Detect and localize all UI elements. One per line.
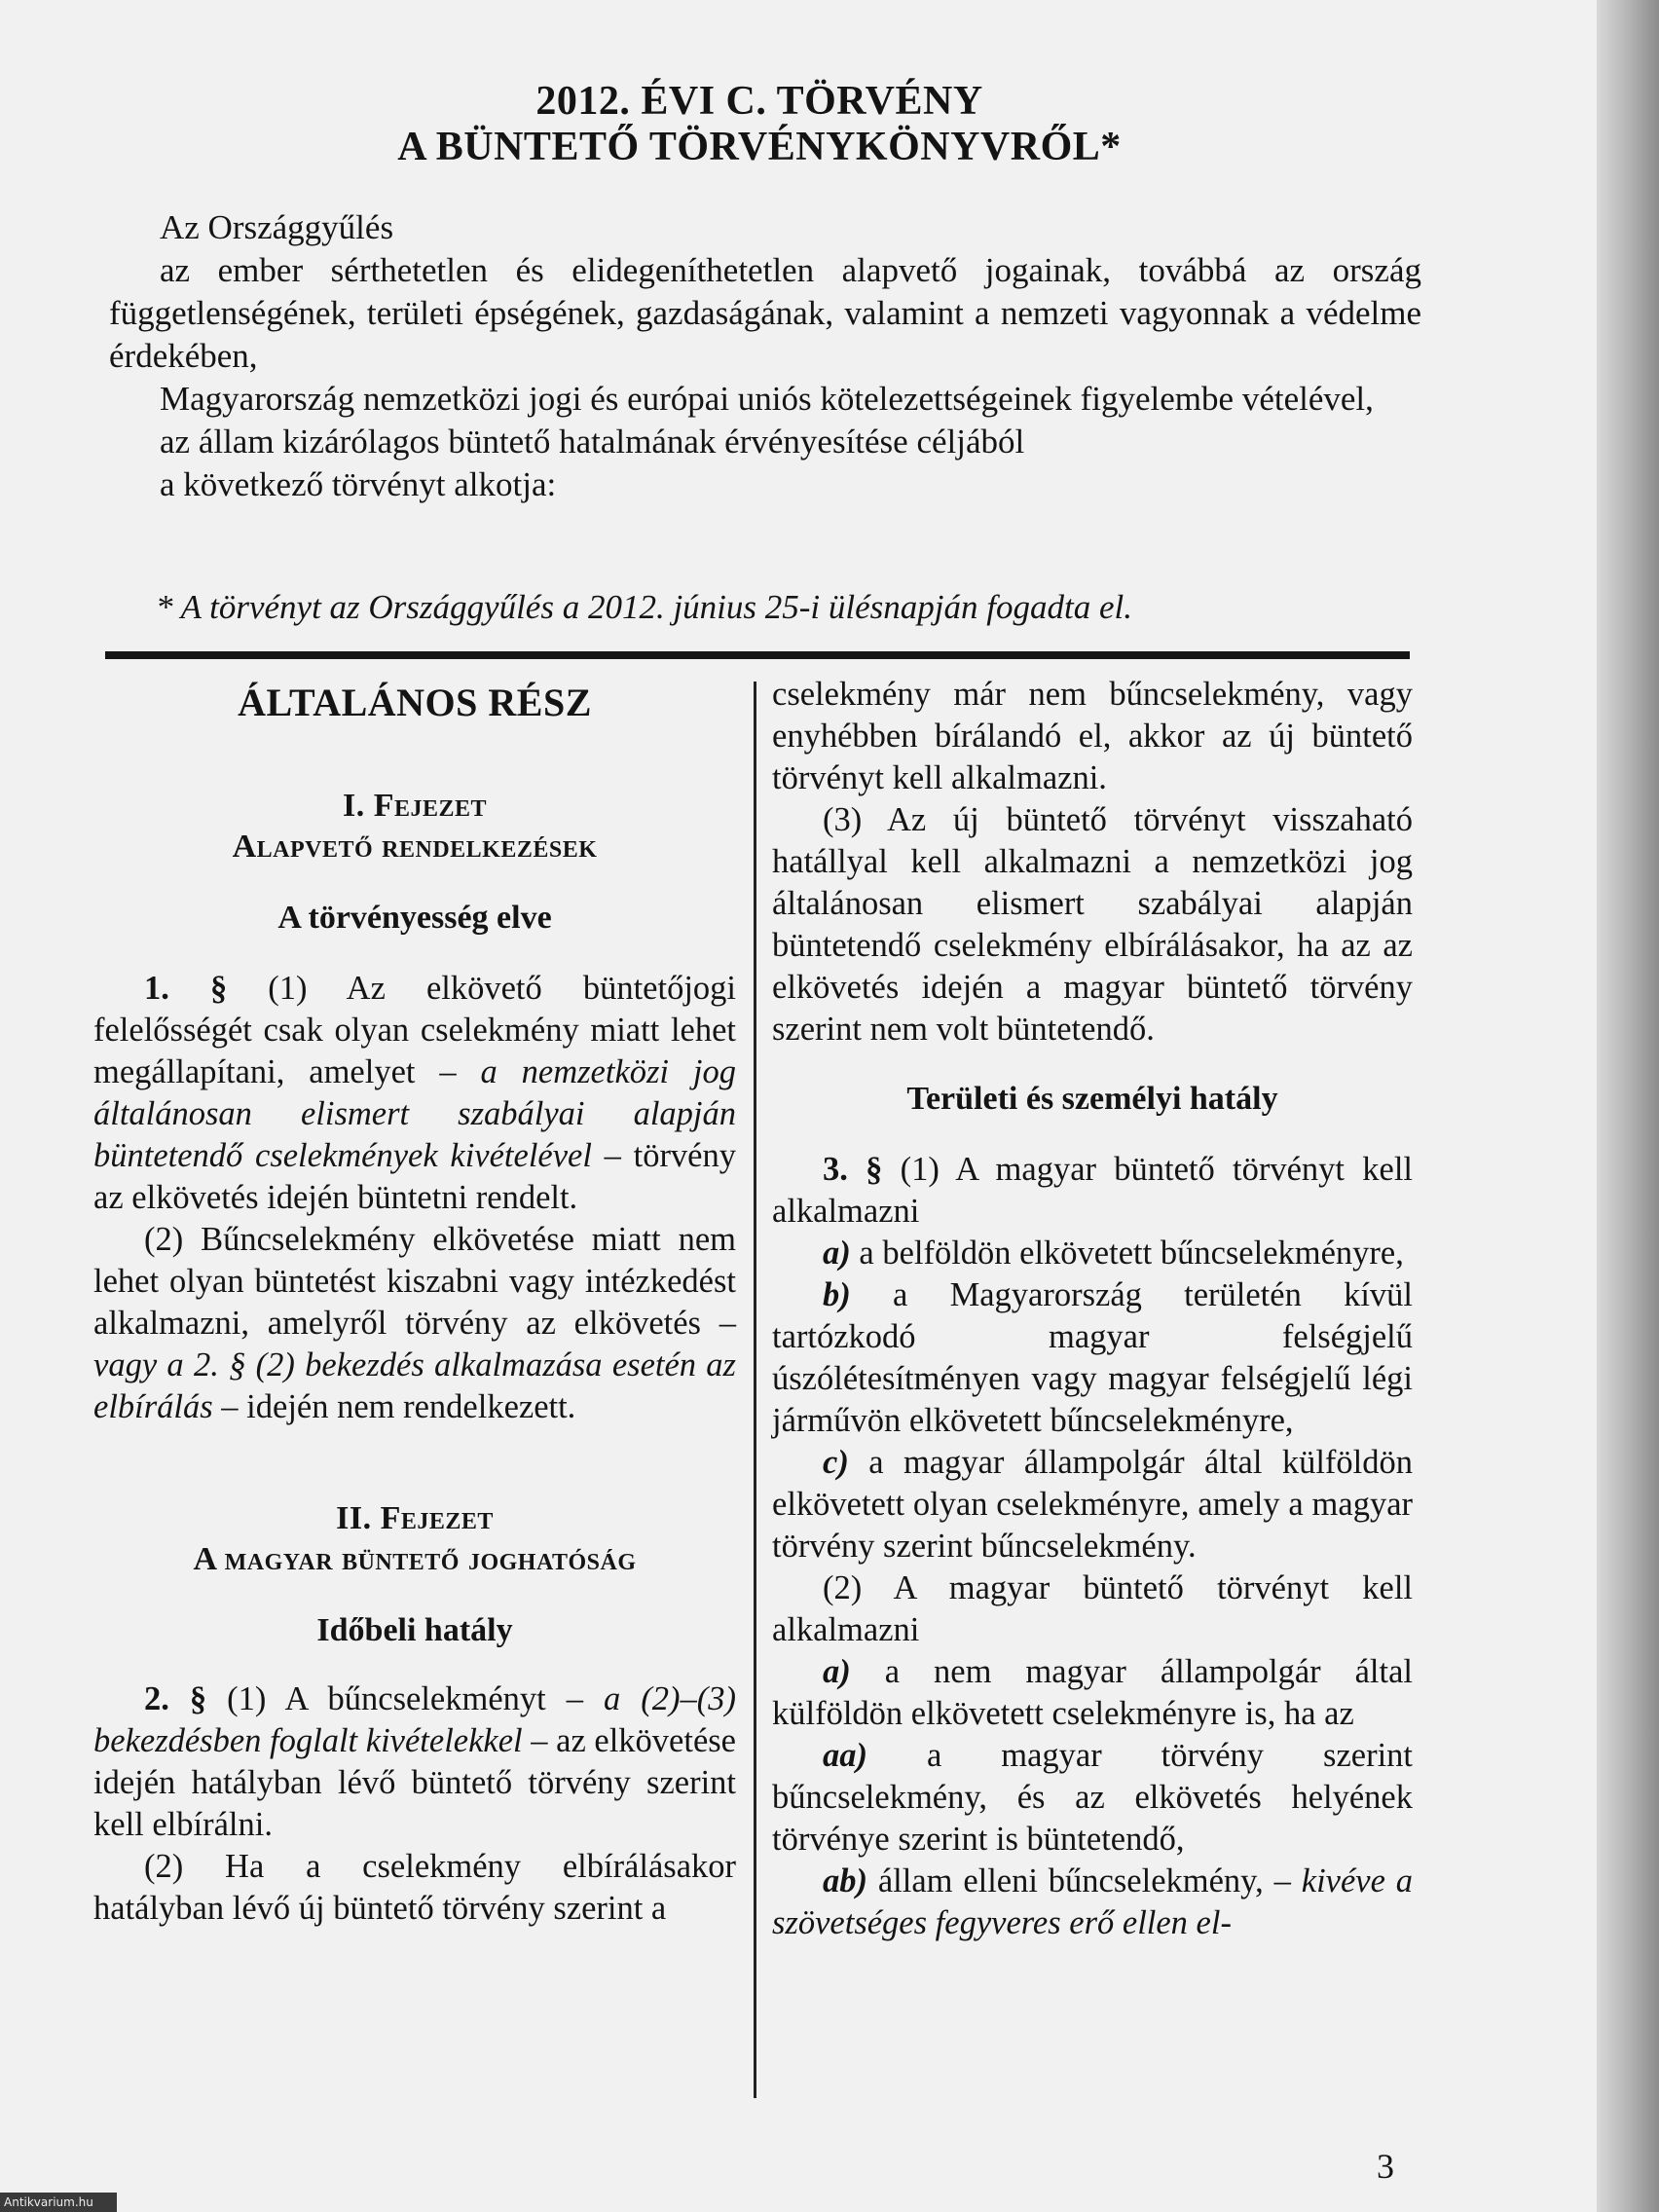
chapter-title-text: Alapvető rendelkezések	[232, 829, 598, 865]
right-column	[772, 674, 1413, 1944]
text-run: a Magyarország területén kívül tartózkodó magyar felségjelű úszólétesítményen vagy magyar felségjelű légi járművön elkövetett bűncselekményre,	[772, 1276, 1413, 1439]
page-number: 3	[1377, 2147, 1394, 2186]
text-run: (1) Az elkövető büntetőjogi felelősségét csak olyan cselekmény miatt lehet megállapítani, amelyet –	[93, 970, 736, 1090]
preamble-line: Az Országgyűlés	[160, 208, 394, 246]
continued-paragraph: cselekmény már nem bűncselekmény, vagy enyhébben bírálandó el, akkor az új büntető törvényt kell alkalmazni.	[772, 676, 1413, 796]
preamble-line: a következő törvényt alkotja:	[160, 465, 557, 503]
point-a2	[772, 1651, 1413, 1735]
watermark: Antikvarium.hu	[0, 2193, 117, 2212]
text-run: – törvény az elkövetés idején büntetni rendelt.	[93, 1137, 736, 1216]
section-number: 1. §	[144, 970, 228, 1007]
chapter-number	[93, 786, 736, 827]
preamble-line: az állam kizárólagos büntető hatalmának érvényesítése céljából	[160, 423, 1025, 461]
paragraph-2-1	[93, 1678, 736, 1846]
law-subtitle: A BÜNTETŐ TÖRVÉNYKÖNYVRŐL*	[397, 125, 1122, 169]
chapter-title-text: A magyar büntető joghatóság	[193, 1541, 637, 1577]
part-heading: ÁLTALÁNOS RÉSZ	[238, 681, 592, 724]
point-label: a)	[823, 1653, 851, 1690]
horizontal-rule	[105, 651, 1410, 659]
point-b	[772, 1274, 1413, 1442]
paragraph-2-2: (2) Ha a cselekmény elbírálásakor hatályban lévő új büntető törvény szerint a	[93, 1848, 736, 1927]
italic-run: kivéve a szövetséges fegyveres erő ellen el-	[772, 1862, 1413, 1941]
section-number: 2. §	[144, 1680, 207, 1717]
point-label: c)	[823, 1444, 849, 1481]
point-a	[772, 1233, 1413, 1274]
text-run: (1) A bűncselekményt –	[206, 1680, 605, 1717]
point-aa	[772, 1735, 1413, 1861]
section-heading: Területi és személyi hatály	[906, 1081, 1278, 1117]
chapter-number-text: II. Fejezet	[336, 1500, 494, 1536]
preamble	[109, 206, 1421, 506]
italic-run: a nemzetközi jog általánosan elismert szabályai alapján büntetendő cselekmények kivételével	[93, 1053, 736, 1174]
column-divider	[754, 682, 756, 2098]
paragraph-1-1	[93, 968, 736, 1219]
left-column	[93, 674, 736, 1930]
text-run: állam elleni bűncselekmény, –	[867, 1862, 1302, 1899]
text-run: (2) Bűncselekmény elkövetése miatt nem lehet olyan büntetést kiszabni vagy intézkedést alkalmazni, amelyről törvény az elkövetés –	[93, 1221, 736, 1342]
chapter-title	[93, 1539, 736, 1580]
text-run: a magyar törvény szerint bűncselekmény, és az elkövetés helyének törvénye szerint is büntetendő,	[772, 1737, 1413, 1858]
point-c	[772, 1442, 1413, 1567]
text-run: a magyar állampolgár által külföldön elkövetett olyan cselekményre, amely a magyar törvény szerint bűncselekmény.	[772, 1444, 1413, 1565]
point-label: ab)	[823, 1862, 867, 1899]
text-run: – idején nem rendelkezett.	[212, 1388, 576, 1425]
law-title: 2012. ÉVI C. TÖRVÉNY	[535, 79, 983, 124]
text-run: a belföldön elkövetett bűncselekményre,	[850, 1235, 1404, 1272]
paragraph-3-1	[772, 1149, 1413, 1233]
chapter-number-text: I. Fejezet	[342, 788, 488, 824]
point-ab	[772, 1861, 1413, 1944]
section-heading: Időbeli hatály	[316, 1612, 513, 1648]
text-run: a nem magyar állampolgár által külföldön elkövetett cselekményre is, ha az	[772, 1653, 1413, 1732]
preamble-paragraph: Magyarország nemzetközi jogi és európai uniós kötelezettségeinek figyelembe vételével,	[160, 380, 1374, 418]
italic-run: a (2)–(3) bekezdésben foglalt kivételekkel	[93, 1680, 736, 1759]
text-run: (1) A magyar büntető törvényt kell alkalmazni	[772, 1151, 1413, 1230]
section-heading: A törvényesség elve	[277, 900, 552, 936]
section-number: 3. §	[823, 1151, 883, 1188]
preamble-paragraph: az ember sérthetetlen és elidegeníthetetlen alapvető jogainak, továbbá az ország függetlenségének, területi épségének, gazdaságának, valamint a nemzeti vagyonnak a védelme érdekében,	[109, 251, 1421, 375]
text-run: – az elkövetése idején hatályban lévő büntető törvény szerint kell elbírálni.	[93, 1722, 736, 1843]
paragraph-2-3: (3) Az új büntető törvényt visszaható hatállyal kell alkalmazni a nemzetközi jog általánosan elismert szabályai alapján büntetendő cselekmény elbírálásakor, ha az az elkövetés idején a magyar büntető törvény szerint nem volt büntetendő.	[772, 801, 1413, 1048]
point-label: aa)	[823, 1737, 867, 1774]
chapter-number	[93, 1498, 736, 1539]
point-label: a)	[823, 1235, 851, 1272]
page-edge	[1597, 0, 1659, 2212]
chapter-title	[93, 827, 736, 867]
italic-run: vagy a 2. § (2) bekezdés alkalmazása esetén az elbírálás	[93, 1346, 736, 1425]
point-label: b)	[823, 1276, 851, 1313]
paragraph-3-2: (2) A magyar büntető törvényt kell alkalmazni	[772, 1569, 1413, 1648]
footnote: * A törvényt az Országgyűlés a 2012. június 25-i ülésnapján fogadta el.	[156, 588, 1132, 626]
paragraph-1-2	[93, 1219, 736, 1428]
